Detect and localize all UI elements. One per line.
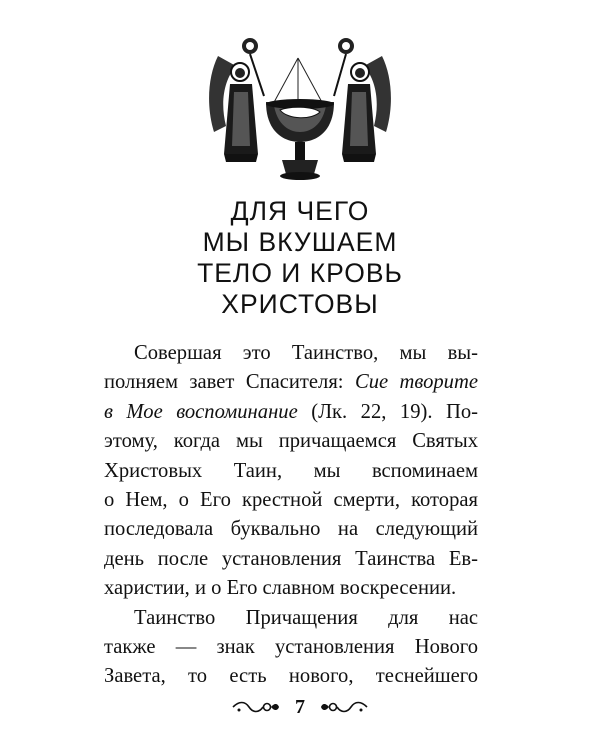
- quote-text: Сие творите: [354, 371, 478, 394]
- title-line: МЫ ВКУШАЕМ: [202, 227, 398, 257]
- chapter-title: [0, 196, 600, 320]
- text-line: о Нем, о Его крестной смерти, которая: [104, 488, 478, 511]
- text-line: [104, 398, 478, 427]
- page-number: 7: [295, 696, 305, 718]
- title-line: ХРИСТОВЫ: [221, 289, 379, 319]
- text-line: харистии, и о Его славном воскресении.: [104, 577, 457, 600]
- right-ornament-icon: [319, 698, 369, 716]
- text-line: этому, когда мы причащаемся Святых: [104, 430, 478, 453]
- text-line: также — знак установления Нового: [104, 635, 478, 658]
- text-span: полняем завет Спасителя:: [104, 371, 344, 394]
- title-line: ДЛЯ ЧЕГО: [230, 196, 370, 226]
- text-line: Таинство Причащения для нас: [134, 606, 478, 629]
- quote-text: в Мое воспоминание: [104, 400, 298, 423]
- left-ornament-icon: [231, 698, 281, 716]
- page-footer: [0, 692, 600, 722]
- title-line: ТЕЛО И КРОВЬ: [197, 258, 403, 288]
- text-span: (Лк. 22, 19). По-: [311, 400, 479, 423]
- text-line: день после установления Таинства Ев-: [104, 547, 478, 570]
- text-line: Завета, то есть нового, теснейшего: [104, 665, 478, 688]
- angels-chalice-illustration: [200, 36, 400, 186]
- text-line: Христовых Таин, мы вспоминаем: [104, 459, 478, 482]
- text-line: последовала буквально на следующий: [104, 518, 478, 541]
- body-text: [104, 339, 478, 692]
- text-line: [104, 368, 478, 397]
- text-line: Совершая это Таинство, мы вы-: [134, 342, 478, 364]
